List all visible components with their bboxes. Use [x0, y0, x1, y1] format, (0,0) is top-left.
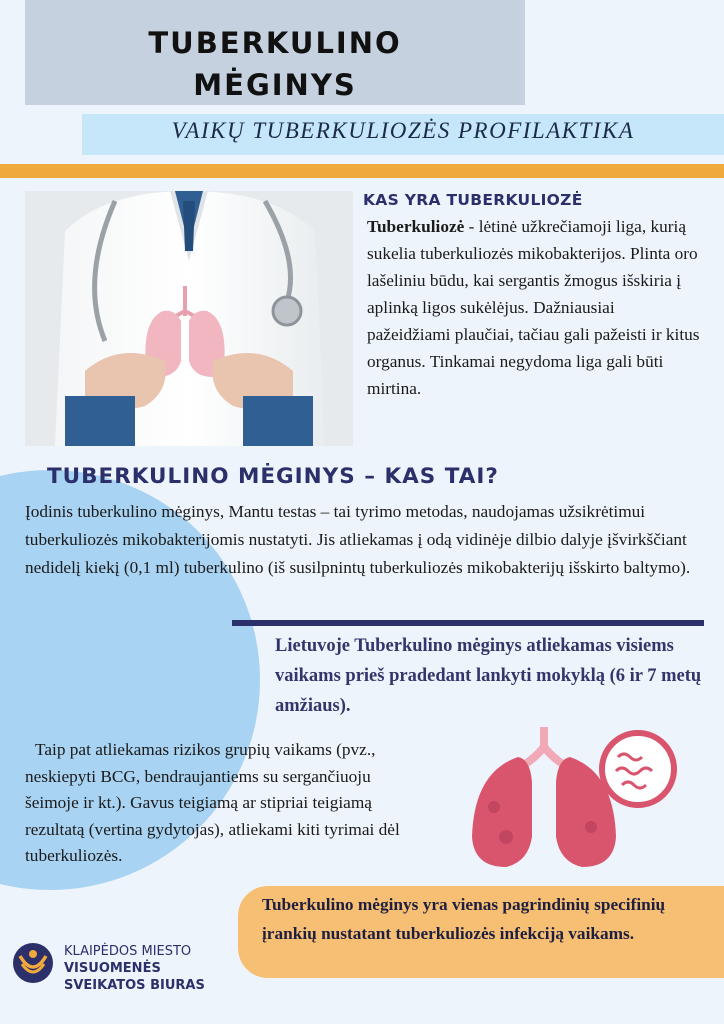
lungs-bacteria-illustration	[466, 727, 696, 872]
tuberculosis-definition-text: - lėtinė užkrečiamoji liga, kurią sukelia tuberkuliozės mikobakterijos. Plinta oro lašeliniu būdu, kai sergantis žmogus išskiria į aplinką ligos sukėlėjus. Dažniausiai pažeidžiami plaučiai, tačiau gali pažeisti ir kitus organus. Tinkamai negydoma liga gali būti mirtina.	[367, 217, 700, 398]
callout-text: Tuberkulino mėginys yra vienas pagrindinių specifinių įrankių nustatant tuberkuliozės infekciją vaikams.	[262, 895, 666, 943]
heading-test-what-is-it: TUBERKULINO MĖGINYS – KAS TAI?	[47, 464, 499, 489]
orange-divider-bar	[0, 164, 724, 178]
page-subtitle: VAIKŲ TUBERKULIOZĖS PROFILAKTIKA	[171, 118, 635, 143]
vsb-logo-icon	[12, 942, 54, 984]
organization-name	[64, 943, 205, 994]
org-line-2: VISUOMENĖS	[64, 961, 161, 976]
test-description: Įodinis tuberkulino mėginys, Mantu testas – tai tyrimo metodas, naudojamas užsikrėtimui tuberkuliozės mikobakterijomis nustatyti. Jis atliekamas į odą vidinėje dilbio dalyje įšvirkščiant nedidelį kiekį (0,1 ml) tuberkulino (iš susilpnintų tuberkuliozės mikobakterijų išskirto baltymo).	[25, 502, 691, 577]
heading-what-is-tuberculosis: KAS YRA TUBERKULIOZĖ	[363, 191, 583, 209]
title-line-2: MĖGINYS	[193, 68, 357, 102]
page-title	[25, 22, 525, 106]
tuberculosis-definition	[367, 213, 702, 402]
org-line-1: KLAIPĖDOS MIESTO	[64, 944, 192, 959]
title-line-1: TUBERKULINO	[148, 26, 402, 60]
doctor-holding-lungs-photo	[25, 191, 353, 446]
lithuania-highlight: Lietuvoje Tuberkulino mėginys atliekamas visiems vaikams prieš pradedant lankyti mokyklą (6 ir 7 metų amžiaus).	[275, 636, 702, 716]
navy-divider	[232, 620, 704, 626]
tuberculosis-term: Tuberkuliozė	[367, 217, 465, 236]
risk-group-text: Taip pat atliekamas rizikos grupių vaikams (pvz., neskiepyti BCG, bendraujantiems su sergančiuoju šeimoje ir kt.). Gavus teigiamą ar stipriai teigiamą rezultatą (vertina gydytojas), atliekami kiti tyrimai dėl tuberkuliozės.	[25, 740, 400, 865]
org-line-3: SVEIKATOS BIURAS	[64, 978, 205, 993]
